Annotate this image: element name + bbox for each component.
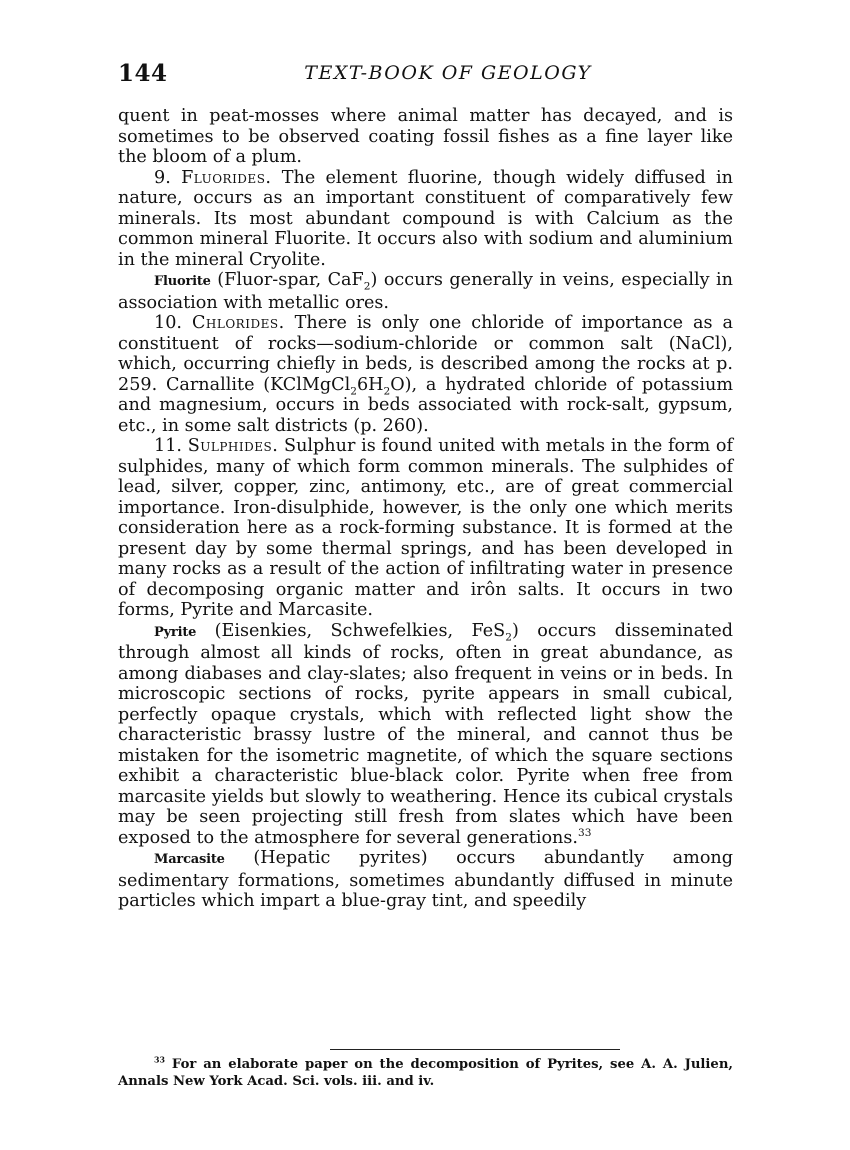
mineral-text: (Eisenkies, Schwefelkies, FeS <box>214 620 506 641</box>
section-number: 11. <box>154 436 182 456</box>
formula-subscript: 2 <box>505 631 512 644</box>
sidenote-label: Pyrite <box>154 624 197 640</box>
footnote-mark: 33 <box>154 1055 166 1065</box>
paragraph-continuation <box>118 106 733 168</box>
page-number: 144 <box>118 60 168 87</box>
sidenote-label: Marcasite <box>154 852 225 867</box>
section-chlorides <box>118 313 733 436</box>
formula-subscript: 2 <box>383 385 391 398</box>
section-text: O), a hydrated chloride of potassium and magnesium, occurs in beds associated with rock-salt, gypsum, etc., in some salt districts (p. 260). <box>118 374 733 436</box>
section-number: 10. <box>154 313 182 333</box>
footnote-text: For an elaborate paper on the decomposition of Pyrites, see A. A. Julien, Annals New York Acad. Sci. vols. iii. and iv. <box>118 1057 733 1089</box>
section-text: The element fluorine, though widely diffused in nature, occurs as an important constituent of comparatively few minerals. Its most abundant compound is with Calcium as the common mineral Fluorite. It occurs also with sodium and aluminium in the mineral Cryolite. <box>118 167 734 270</box>
mineral-fluorite <box>118 270 733 313</box>
section-fluorides <box>118 168 733 271</box>
footnote-divider <box>330 1049 620 1050</box>
formula-subscript: 2 <box>350 385 357 398</box>
formula-subscript: 2 <box>363 280 371 293</box>
mineral-text: (Hepatic pyrites) occurs abundantly among sedimentary formations, sometimes abundantly diffused in minute particles which impart a blue-gray tint, and speedily <box>118 848 734 911</box>
section-heading: Sulphides. <box>187 436 279 456</box>
section-heading: Chlorides. <box>191 313 285 333</box>
section-text: Sulphur is found united with metals in the form of sulphides, many of which form common minerals. The sulphides of lead, silver, copper, zinc, antimony, etc., are of great commercial importance. Iron-disulphide, however, is the only one which merits consideration here as a rock-forming substance. It is formed at the present day by some thermal springs, and has been developed in many rocks as a result of the action of infiltrating water in presence of decomposing organic matter and irôn salts. It occurs in two forms, Pyrite and Marcasite. <box>118 436 733 620</box>
section-heading: Fluorides. <box>181 167 272 188</box>
section-text: There is only one chloride of importance as a constituent of rocks—sodium-chloride or common salt (NaCl), which, occurring chiefly in beds, is described among the rocks at p. 259. Carnallite (KClMgCl <box>118 313 734 395</box>
mineral-marcasite <box>118 848 733 912</box>
page-body <box>118 106 733 912</box>
section-number: 9. <box>154 167 171 188</box>
mineral-text: ) occurs generally in veins, especially in association with metallic ores. <box>118 270 734 313</box>
sidenote-label: Fluorite <box>154 274 211 289</box>
paragraph-text: quent in peat-mosses where animal matter has decayed, and is sometimes to be observed coating fossil fishes as a fine layer like the bloom of a plum. <box>118 106 733 167</box>
page-header <box>118 60 738 88</box>
mineral-text: (Fluor-spar, CaF <box>217 270 364 290</box>
footnote-reference[interactable]: 33 <box>578 826 592 839</box>
section-sulphides <box>118 436 733 621</box>
mineral-text: ) occurs disseminated through almost all kinds of rocks, often in great abundance, as among diabases and clay-slates; also frequent in veins or in beds. In microscopic sections of rocks, pyrite appears in small cubical, perfectly opaque crystals, which with reflected light show the characteristic brassy lustre of the mineral, and cannot thus be mistaken for the isometric magnetite, of which the square sections exhibit a characteristic blue-black color. Pyrite when free from marcasite yields but slowly to weathering. Hence its cubical crystals may be seen projecting still fresh from slates which have been exposed to the atmosphere for several generations. <box>118 620 733 848</box>
mineral-pyrite <box>118 621 733 849</box>
section-text: 6H <box>356 374 384 395</box>
running-title: TEXT-BOOK OF GEOLOGY <box>304 62 592 84</box>
footnote <box>118 1056 733 1090</box>
